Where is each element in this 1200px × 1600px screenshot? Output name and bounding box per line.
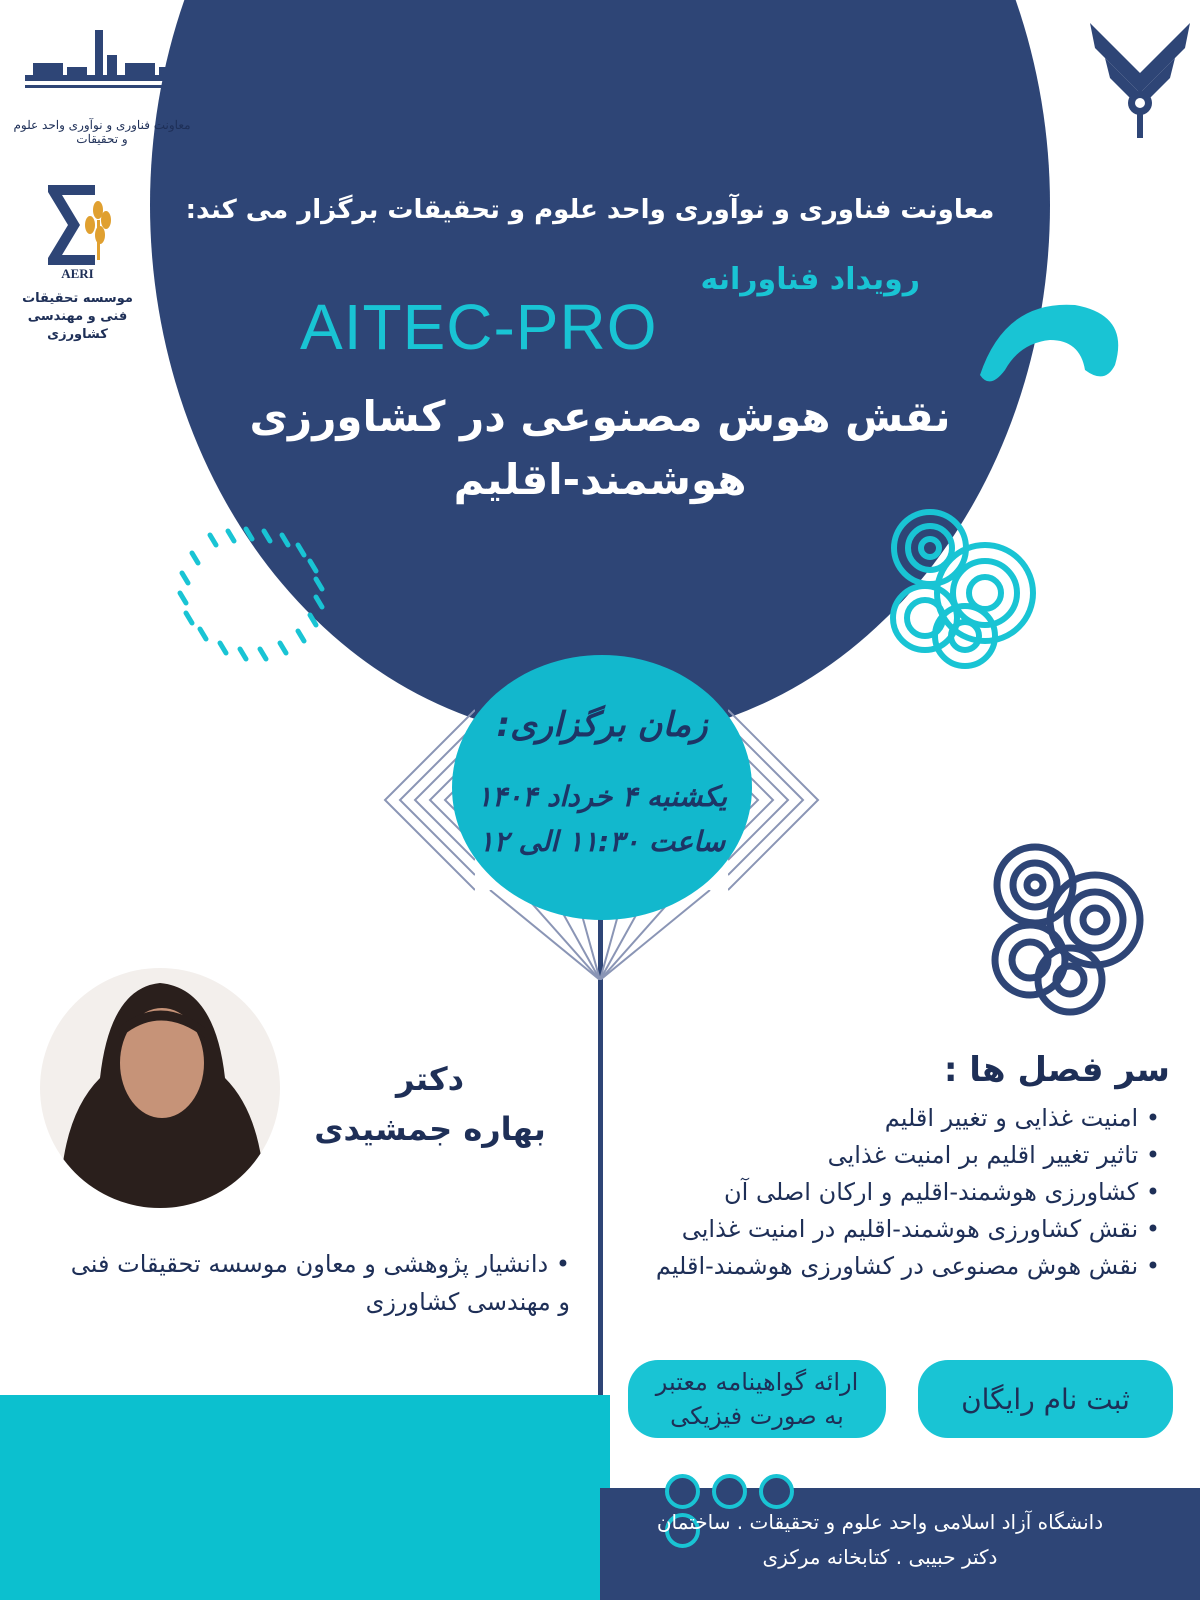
iau-logo-icon (1085, 18, 1195, 158)
vice-presidency-logo (15, 25, 195, 95)
location-line-1: دانشگاه آزاد اسلامی واحد علوم و تحقیقات . ساختمان (656, 1510, 1104, 1534)
decorative-dots (665, 1474, 845, 1510)
topic-line-2: هوشمند-اقلیم (453, 455, 747, 504)
schedule-date: یکشنبه ۴ خرداد ۱۴۰۴ (476, 780, 728, 813)
schedule-time: ساعت ۱۱:۳۰ الی ۱۲ (478, 825, 726, 858)
vice-presidency-caption: معاونت فناوری و نوآوری واحد علوم و تحقیقات (13, 118, 191, 146)
speaker-name: بهاره جمشیدی (314, 1110, 546, 1148)
dot-ornament (665, 1474, 700, 1509)
organizer-line: معاونت فناوری و نوآوری واحد علوم و تحقیقات برگزار می کند: (185, 195, 995, 225)
speaker-bio: • دانشیار پژوهشی و معاون موسسه تحقیقات فنی و مهندسی کشاورزی (70, 1250, 570, 1316)
teal-swirl-decoration (880, 508, 1040, 678)
event-label: رویداد فناورانه (700, 262, 920, 297)
aeri-logo (40, 180, 115, 270)
topic-line-1: نقش هوش مصنوعی در کشاورزی (249, 392, 951, 441)
speaker-photo (40, 968, 280, 1208)
chapters-title: سر فصل ها : (943, 1050, 1170, 1090)
aeri-institute-name: موسسه تحقیقات فنی و مهندسی کشاورزی (22, 291, 133, 342)
dot-ornament (759, 1474, 794, 1509)
certificate-line-1: ارائه گواهینامه معتبر (655, 1368, 859, 1396)
chapter-item: • نقش کشاورزی هوشمند-اقلیم در امنیت غذایی (681, 1215, 1160, 1243)
teal-arc-decoration (965, 285, 1135, 395)
chapter-item: • نقش هوش مصنوعی در کشاورزی هوشمند-اقلیم (655, 1252, 1160, 1280)
free-registration-label: ثبت نام رایگان (961, 1382, 1130, 1416)
chapter-item: • تاثیر تغییر اقلیم بر امنیت غذایی (827, 1141, 1160, 1169)
certificate-badge (628, 1360, 886, 1438)
certificate-line-2: به صورت فیزیکی (670, 1402, 844, 1430)
chapter-item: • امنیت غذایی و تغییر اقلیم (884, 1104, 1160, 1132)
location-line-2: دکتر حبیبی . کتابخانه مرکزی (762, 1545, 998, 1569)
teal-ticks-ring-decoration (170, 525, 330, 665)
dot-ornament (712, 1474, 747, 1509)
schedule-title: زمان برگزاری: (496, 705, 708, 745)
navy-swirl-decoration (980, 840, 1150, 1020)
free-registration-badge[interactable] (918, 1360, 1173, 1438)
aeri-abbreviation: AERI (61, 266, 94, 281)
chapters-list (560, 1100, 1160, 1285)
event-name: AITEC-PRO (300, 291, 658, 363)
chapter-item: • کشاورزی هوشمند-اقلیم و ارکان اصلی آن (724, 1178, 1160, 1206)
speaker-title: دکتر (396, 1060, 464, 1098)
bottom-teal-band (0, 1395, 610, 1600)
